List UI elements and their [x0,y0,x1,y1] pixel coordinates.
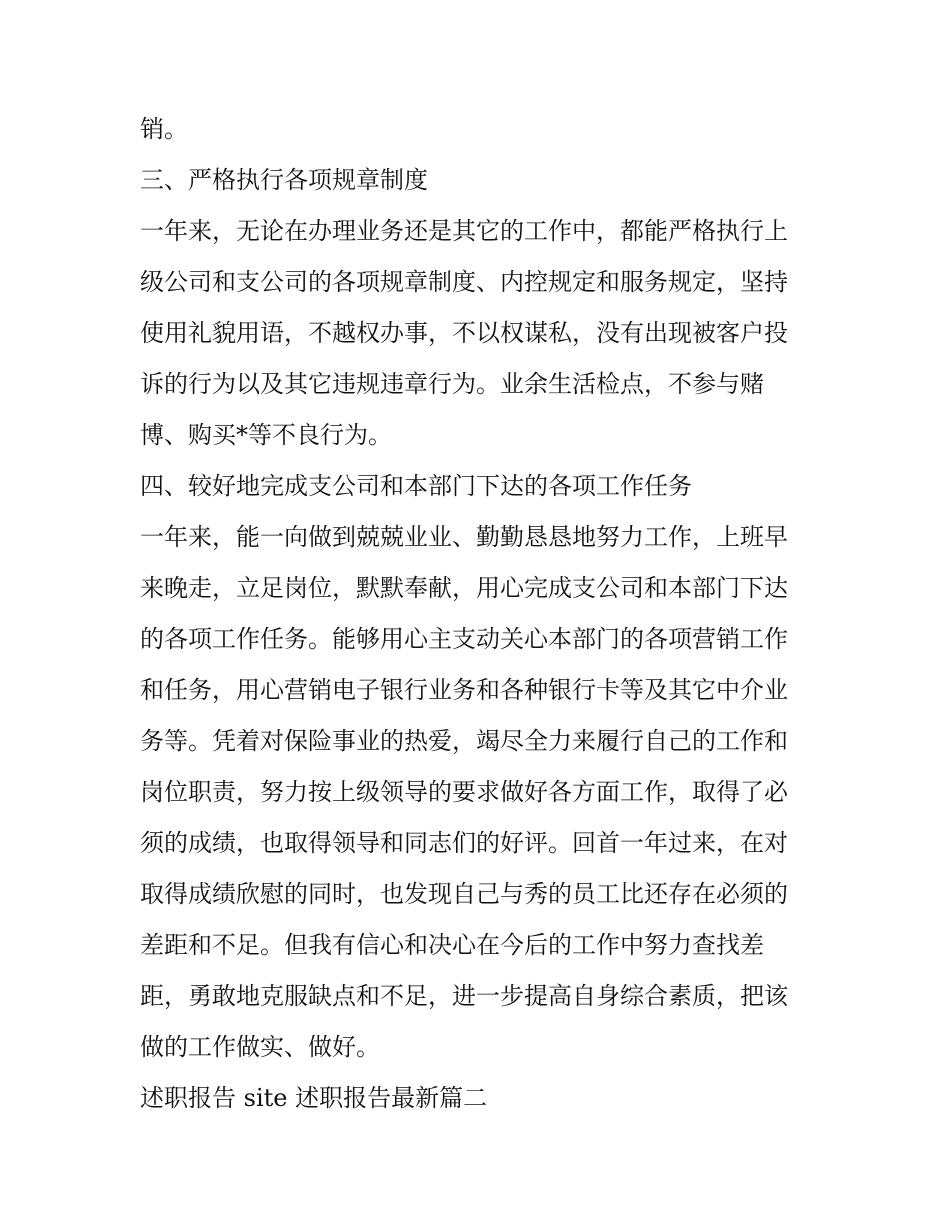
text-line: 诉的行为以及其它违规违章行为。业余生活检点，不参与赌 [140,370,764,398]
text-line: 来晚走，立足岗位，默默奉献，用心完成支公司和本部门下达 [140,574,788,602]
text-line: 岗位职责，努力按上级领导的要求做好各方面工作，取得了必 [140,778,788,806]
text-line: 取得成绩欣慰的同时，也发现自己与秀的员工比还存在必须的 [140,880,788,908]
text-line: 销。 [140,115,188,143]
document-body [140,104,820,1124]
text-line: 一年来，无论在办理业务还是其它的工作中，都能严格执行上 [140,217,788,245]
text-line: 须的成绩，也取得领导和同志们的好评。回首一年过来，在对 [140,829,788,857]
text-line: 做的工作做实、做好。 [140,1033,380,1061]
text-line: 的各项工作任务。能够用心主支动关心本部门的各项营销工作 [140,625,788,653]
text-line: 距，勇敢地克服缺点和不足，进一步提高自身综合素质，把该 [140,982,788,1010]
text-line: 博、购买*等不良行为。 [140,421,392,449]
text-line: 差距和不足。但我有信心和决心在今后的工作中努力查找差 [140,931,764,959]
text-line: 级公司和支公司的各项规章制度、内控规定和服务规定，坚持 [140,268,788,296]
text-line: 使用礼貌用语，不越权办事，不以权谋私，没有出现被客户投 [140,319,788,347]
next-section-title: 述职报告 site 述职报告最新篇二 [140,1084,488,1112]
section-heading-4: 四、较好地完成支公司和本部门下达的各项工作任务 [140,472,692,500]
text-line: 务等。凭着对保险事业的热爱，竭尽全力来履行自己的工作和 [140,727,788,755]
text-line: 一年来，能一向做到兢兢业业、勤勤恳恳地努力工作，上班早 [140,523,788,551]
section-heading-3: 三、严格执行各项规章制度 [140,166,428,194]
text-line: 和任务，用心营销电子银行业务和各种银行卡等及其它中介业 [140,676,788,704]
